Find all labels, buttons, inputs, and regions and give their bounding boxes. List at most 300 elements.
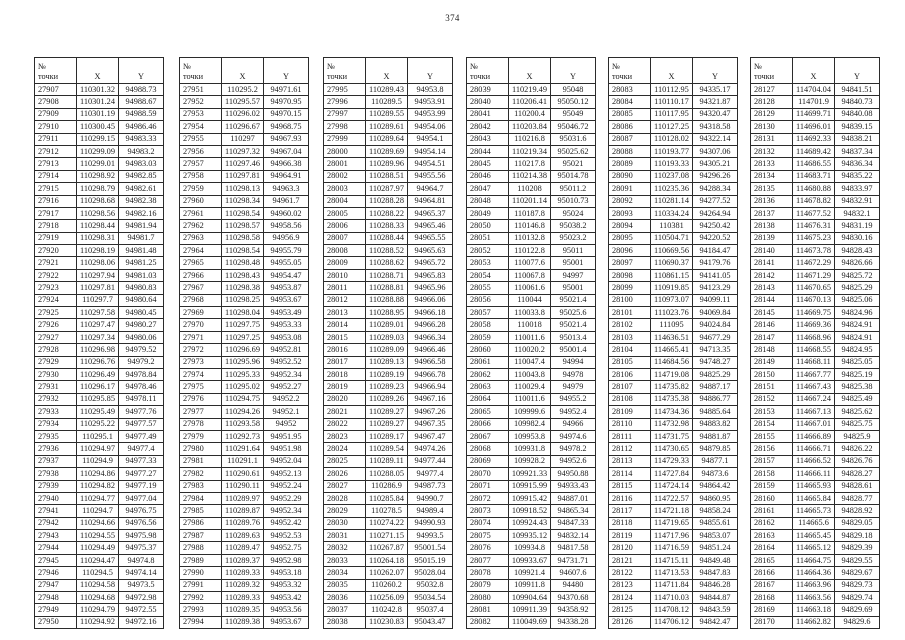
table-body <box>324 84 453 629</box>
point-number: 28050 <box>467 220 509 232</box>
table-row <box>35 96 164 108</box>
y-coordinate: 94825.29 <box>693 368 738 380</box>
table-row <box>467 207 596 219</box>
y-coordinate: 94829.69 <box>835 604 880 616</box>
point-number: 28070 <box>467 468 509 480</box>
point-number: 28038 <box>324 616 366 628</box>
x-coordinate: 110289.32 <box>222 579 264 591</box>
y-coordinate: 94972.98 <box>119 592 164 604</box>
x-coordinate: 114675.23 <box>793 232 835 244</box>
y-coordinate: 94965.72 <box>408 257 453 269</box>
point-number: 28170 <box>751 616 793 628</box>
point-number: 28164 <box>751 542 793 554</box>
table-row <box>609 331 738 343</box>
x-coordinate: 114669.75 <box>793 307 835 319</box>
point-number: 27940 <box>35 492 77 504</box>
point-number: 28134 <box>751 170 793 182</box>
point-number: 27984 <box>180 492 222 504</box>
y-coordinate: 95043.47 <box>408 616 453 628</box>
table-row <box>35 393 164 405</box>
y-coordinate: 94828.92 <box>835 505 880 517</box>
x-coordinate: 110294.97 <box>77 443 119 455</box>
table-row <box>609 406 738 418</box>
table-row <box>324 232 453 244</box>
x-coordinate: 110219.34 <box>509 145 551 157</box>
x-coordinate: 110128.02 <box>651 133 693 145</box>
x-coordinate: 114717.96 <box>651 530 693 542</box>
point-number: 28071 <box>467 480 509 492</box>
point-number: 28035 <box>324 579 366 591</box>
x-coordinate: 110298.06 <box>77 257 119 269</box>
y-coordinate: 94980.45 <box>119 307 164 319</box>
point-number: 27995 <box>324 84 366 96</box>
table-row <box>35 530 164 542</box>
x-coordinate: 110294.86 <box>77 468 119 480</box>
x-coordinate: 110146.8 <box>509 220 551 232</box>
point-number: 27949 <box>35 604 77 616</box>
y-coordinate: 94979 <box>551 381 596 393</box>
x-coordinate: 110049.69 <box>509 616 551 628</box>
x-coordinate: 110208 <box>509 183 551 195</box>
y-coordinate: 94829.55 <box>835 554 880 566</box>
point-number: 27952 <box>180 96 222 108</box>
x-coordinate: 110295.02 <box>222 381 264 393</box>
x-coordinate: 110132.8 <box>509 232 551 244</box>
table-row <box>180 170 309 182</box>
table-row <box>180 418 309 430</box>
y-coordinate: 94978.11 <box>119 393 164 405</box>
table-row <box>180 207 309 219</box>
point-number: 28011 <box>324 282 366 294</box>
y-coordinate: 94966.06 <box>408 294 453 306</box>
table-row <box>35 455 164 467</box>
x-coordinate: 110289.33 <box>222 567 264 579</box>
table-row <box>35 133 164 145</box>
table-body <box>609 84 738 629</box>
x-coordinate: 110298.57 <box>222 220 264 232</box>
x-coordinate: 110504.71 <box>651 232 693 244</box>
point-number: 28126 <box>609 616 651 628</box>
point-number: 28132 <box>751 145 793 157</box>
point-number: 27937 <box>35 455 77 467</box>
y-coordinate: 95025.62 <box>551 145 596 157</box>
y-coordinate: 94982.85 <box>119 170 164 182</box>
number-sign-label: № <box>470 62 478 71</box>
x-coordinate: 110289.26 <box>366 393 408 405</box>
table-row <box>180 368 309 380</box>
y-coordinate: 94358.92 <box>551 604 596 616</box>
x-coordinate: 109921.4 <box>509 567 551 579</box>
table-row <box>324 393 453 405</box>
point-number: 27956 <box>180 145 222 157</box>
point-number: 28012 <box>324 294 366 306</box>
table-row <box>751 480 880 492</box>
y-coordinate: 94979.52 <box>119 344 164 356</box>
table-row <box>751 517 880 529</box>
y-coordinate: 94179.76 <box>693 257 738 269</box>
x-coordinate: 110919.85 <box>651 282 693 294</box>
y-coordinate: 94987.73 <box>408 480 453 492</box>
x-coordinate: 110296.02 <box>222 108 264 120</box>
page-number: 374 <box>445 13 460 23</box>
x-coordinate: 114677.52 <box>793 207 835 219</box>
point-number: 28106 <box>609 368 651 380</box>
y-coordinate: 94976.56 <box>119 517 164 529</box>
y-coordinate: 94967.35 <box>408 418 453 430</box>
table-row <box>467 84 596 96</box>
x-coordinate: 114683.71 <box>793 170 835 182</box>
table-row <box>180 96 309 108</box>
x-coordinate: 110264.18 <box>366 554 408 566</box>
y-coordinate: 94184.47 <box>693 245 738 257</box>
x-coordinate: 114663.18 <box>793 604 835 616</box>
point-number: 27929 <box>35 356 77 368</box>
point-number: 27978 <box>180 418 222 430</box>
point-number: 28033 <box>324 554 366 566</box>
y-coordinate: 94024.84 <box>693 319 738 331</box>
x-coordinate: 109911.8 <box>509 579 551 591</box>
x-coordinate: 110294.26 <box>222 406 264 418</box>
table-row <box>467 393 596 405</box>
table-row <box>467 183 596 195</box>
y-coordinate: 94952.13 <box>264 468 309 480</box>
table-row <box>467 418 596 430</box>
table-row <box>751 430 880 442</box>
point-number: 28105 <box>609 356 651 368</box>
table-row <box>609 592 738 604</box>
x-coordinate: 110067.8 <box>509 269 551 281</box>
number-sign-label: № <box>612 62 620 71</box>
point-number: 28089 <box>609 158 651 170</box>
coordinate-table <box>608 57 738 629</box>
table-row <box>35 257 164 269</box>
x-coordinate: 110047.4 <box>509 356 551 368</box>
y-coordinate: 94853.07 <box>693 530 738 542</box>
x-coordinate: 110291.1 <box>222 455 264 467</box>
table-row <box>35 368 164 380</box>
y-coordinate: 94966.94 <box>408 381 453 393</box>
y-coordinate: 94288.34 <box>693 183 738 195</box>
y-coordinate: 94826.22 <box>835 443 880 455</box>
point-number: 27985 <box>180 505 222 517</box>
point-number: 27963 <box>180 232 222 244</box>
y-coordinate: 94978 <box>551 368 596 380</box>
table-row <box>35 406 164 418</box>
table-row <box>467 616 596 628</box>
header-row <box>609 58 738 84</box>
x-coordinate: 114692.33 <box>793 133 835 145</box>
point-label: точки <box>38 72 59 81</box>
point-label: точки <box>183 72 204 81</box>
x-coordinate: 114665.41 <box>651 344 693 356</box>
y-coordinate: 94952.98 <box>264 554 309 566</box>
table-row <box>180 393 309 405</box>
point-number: 28125 <box>609 604 651 616</box>
y-coordinate: 94970.15 <box>264 108 309 120</box>
table-row <box>609 84 738 96</box>
x-coordinate: 110297.25 <box>222 331 264 343</box>
column-header-point-number <box>751 58 793 84</box>
y-coordinate: 94953.32 <box>264 579 309 591</box>
point-number: 28152 <box>751 393 793 405</box>
table-row <box>180 567 309 579</box>
table-row <box>609 567 738 579</box>
point-number: 27968 <box>180 294 222 306</box>
x-coordinate: 110288.81 <box>366 282 408 294</box>
x-coordinate: 110033.8 <box>509 307 551 319</box>
table-row <box>751 133 880 145</box>
y-coordinate: 94965.83 <box>408 269 453 281</box>
x-coordinate: 110289.61 <box>366 121 408 133</box>
y-coordinate: 94881.87 <box>693 430 738 442</box>
x-coordinate: 114666.71 <box>793 443 835 455</box>
point-number: 28092 <box>609 195 651 207</box>
y-coordinate: 94974.26 <box>408 443 453 455</box>
y-coordinate: 94953.18 <box>264 567 309 579</box>
table-row <box>751 121 880 133</box>
table-row <box>609 455 738 467</box>
x-coordinate: 110193.33 <box>651 158 693 170</box>
table-row <box>35 418 164 430</box>
point-number: 28113 <box>609 455 651 467</box>
point-number: 28025 <box>324 455 366 467</box>
table-row <box>751 393 880 405</box>
x-coordinate: 110289.27 <box>366 418 408 430</box>
x-coordinate: 110285.84 <box>366 492 408 504</box>
point-number: 28139 <box>751 232 793 244</box>
y-coordinate: 94977.33 <box>119 455 164 467</box>
table-header <box>324 58 453 84</box>
y-coordinate: 94828.43 <box>835 245 880 257</box>
table-row <box>467 145 596 157</box>
y-coordinate: 94264.94 <box>693 207 738 219</box>
point-number: 27993 <box>180 604 222 616</box>
point-number: 28110 <box>609 418 651 430</box>
point-number: 27913 <box>35 158 77 170</box>
table-row <box>180 579 309 591</box>
point-number: 28077 <box>467 554 509 566</box>
table-row <box>324 257 453 269</box>
table-row <box>35 307 164 319</box>
y-coordinate: 95049 <box>551 108 596 120</box>
x-coordinate: 110296.17 <box>77 381 119 393</box>
table-row <box>751 344 880 356</box>
table-row <box>180 133 309 145</box>
table-row <box>180 530 309 542</box>
y-coordinate: 94964.81 <box>408 195 453 207</box>
table-row <box>609 307 738 319</box>
table-row <box>751 604 880 616</box>
y-coordinate: 94966.78 <box>408 368 453 380</box>
x-coordinate: 110289.64 <box>366 133 408 145</box>
point-number: 27981 <box>180 455 222 467</box>
table-row <box>751 505 880 517</box>
point-number: 28026 <box>324 468 366 480</box>
point-number: 27944 <box>35 542 77 554</box>
y-coordinate: 94825.19 <box>835 368 880 380</box>
table-row <box>324 344 453 356</box>
table-row <box>324 96 453 108</box>
table-row <box>467 455 596 467</box>
point-number: 28003 <box>324 183 366 195</box>
y-coordinate: 94977.57 <box>119 418 164 430</box>
y-coordinate: 94480 <box>551 579 596 591</box>
point-number: 27928 <box>35 344 77 356</box>
x-coordinate: 110288.62 <box>366 257 408 269</box>
table-row <box>324 517 453 529</box>
point-number: 28121 <box>609 554 651 566</box>
table-row <box>180 505 309 517</box>
x-coordinate: 114719.08 <box>651 368 693 380</box>
point-number: 28155 <box>751 430 793 442</box>
x-coordinate: 110296.67 <box>222 121 264 133</box>
table-row <box>180 492 309 504</box>
y-coordinate: 94677.29 <box>693 331 738 343</box>
x-coordinate: 110029.4 <box>509 381 551 393</box>
point-number: 28108 <box>609 393 651 405</box>
point-number: 28159 <box>751 480 793 492</box>
x-coordinate: 109933.67 <box>509 554 551 566</box>
y-coordinate: 95011.2 <box>551 183 596 195</box>
x-coordinate: 110193.77 <box>651 145 693 157</box>
point-number: 28136 <box>751 195 793 207</box>
point-number: 27927 <box>35 331 77 343</box>
x-coordinate: 110289.13 <box>366 356 408 368</box>
y-coordinate: 94988.59 <box>119 108 164 120</box>
y-coordinate: 95050.12 <box>551 96 596 108</box>
table-row <box>180 158 309 170</box>
table-row <box>609 554 738 566</box>
x-coordinate: 110289.63 <box>222 530 264 542</box>
y-coordinate: 94824.91 <box>835 331 880 343</box>
point-number: 28024 <box>324 443 366 455</box>
y-coordinate: 94954.06 <box>408 121 453 133</box>
y-coordinate: 94826.76 <box>835 455 880 467</box>
x-coordinate: 110289.11 <box>366 455 408 467</box>
y-coordinate: 94965.46 <box>408 220 453 232</box>
point-number: 28091 <box>609 183 651 195</box>
x-coordinate: 114713.53 <box>651 567 693 579</box>
x-coordinate: 110298.04 <box>222 307 264 319</box>
x-coordinate: 114668.11 <box>793 356 835 368</box>
y-coordinate: 94964.91 <box>264 170 309 182</box>
coordinate-table <box>179 57 309 629</box>
point-number: 28114 <box>609 468 651 480</box>
number-sign-label: № <box>183 62 191 71</box>
y-coordinate: 94977.76 <box>119 406 164 418</box>
point-number: 28141 <box>751 257 793 269</box>
table-row <box>35 381 164 393</box>
table-row <box>35 158 164 170</box>
y-coordinate: 94824.91 <box>835 319 880 331</box>
table-row <box>324 84 453 96</box>
x-coordinate: 110294.9 <box>77 455 119 467</box>
table-row <box>35 480 164 492</box>
x-coordinate: 114699.71 <box>793 108 835 120</box>
x-coordinate: 110298.31 <box>77 232 119 244</box>
table-row <box>35 170 164 182</box>
y-coordinate: 94977.19 <box>119 480 164 492</box>
point-number: 28168 <box>751 592 793 604</box>
point-number: 27958 <box>180 170 222 182</box>
y-coordinate: 94990.93 <box>408 517 453 529</box>
table-row <box>324 356 453 368</box>
point-number: 28048 <box>467 195 509 207</box>
x-coordinate: 110298.54 <box>222 207 264 219</box>
table-row <box>467 294 596 306</box>
x-coordinate: 114727.84 <box>651 468 693 480</box>
point-number: 28049 <box>467 207 509 219</box>
x-coordinate: 109935.12 <box>509 530 551 542</box>
y-coordinate: 94840.73 <box>835 96 880 108</box>
point-number: 27960 <box>180 195 222 207</box>
table-row <box>324 195 453 207</box>
y-coordinate: 94961.7 <box>264 195 309 207</box>
x-coordinate: 110289.03 <box>366 331 408 343</box>
point-number: 28083 <box>609 84 651 96</box>
y-coordinate: 95028.04 <box>408 567 453 579</box>
table-row <box>324 530 453 542</box>
table-row <box>35 331 164 343</box>
table-row <box>180 307 309 319</box>
table-row <box>751 307 880 319</box>
y-coordinate: 94952.34 <box>264 505 309 517</box>
x-coordinate: 110294.5 <box>77 567 119 579</box>
x-coordinate: 110289.33 <box>222 592 264 604</box>
x-coordinate: 109982.4 <box>509 418 551 430</box>
point-number: 27920 <box>35 245 77 257</box>
y-coordinate: 94838.21 <box>835 133 880 145</box>
y-coordinate: 94993.5 <box>408 530 453 542</box>
x-coordinate: 109953.8 <box>509 430 551 442</box>
table-row <box>324 430 453 442</box>
y-coordinate: 94851.24 <box>693 542 738 554</box>
point-number: 28107 <box>609 381 651 393</box>
y-coordinate: 94844.87 <box>693 592 738 604</box>
x-coordinate: 110043.8 <box>509 368 551 380</box>
table-row <box>467 257 596 269</box>
x-coordinate: 110289.54 <box>366 443 408 455</box>
x-coordinate: 110294.55 <box>77 530 119 542</box>
y-coordinate: 94069.84 <box>693 307 738 319</box>
point-number: 28013 <box>324 307 366 319</box>
x-coordinate: 114666.11 <box>793 468 835 480</box>
y-coordinate: 94830.16 <box>835 232 880 244</box>
y-coordinate: 94828.77 <box>835 492 880 504</box>
point-number: 28031 <box>324 530 366 542</box>
y-coordinate: 94883.82 <box>693 418 738 430</box>
y-coordinate: 94976.75 <box>119 505 164 517</box>
y-coordinate: 94953.42 <box>264 592 309 604</box>
table-row <box>467 443 596 455</box>
y-coordinate: 94988.67 <box>119 96 164 108</box>
y-coordinate: 94824.96 <box>835 307 880 319</box>
y-coordinate: 94954.1 <box>408 133 453 145</box>
point-number: 28087 <box>609 133 651 145</box>
point-number: 27974 <box>180 368 222 380</box>
table-row <box>35 319 164 331</box>
y-coordinate: 94846.28 <box>693 579 738 591</box>
table-row <box>751 158 880 170</box>
y-coordinate: 94933.43 <box>551 480 596 492</box>
x-coordinate: 110288.51 <box>366 170 408 182</box>
table-row <box>751 418 880 430</box>
y-coordinate: 94832.14 <box>551 530 596 542</box>
coordinate-table <box>323 57 453 629</box>
x-coordinate: 114724.14 <box>651 480 693 492</box>
point-number: 28061 <box>467 356 509 368</box>
point-number: 28022 <box>324 418 366 430</box>
